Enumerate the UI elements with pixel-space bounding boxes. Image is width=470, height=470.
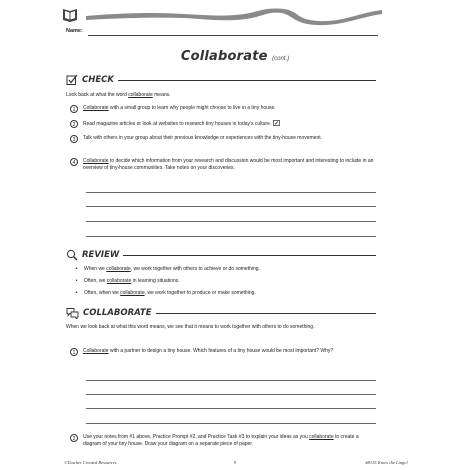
answer-line[interactable] [86, 394, 376, 395]
footer-copyright: ©Teacher Created Resources [64, 460, 117, 465]
check-heading-rule [118, 80, 376, 81]
brush-stroke-decoration [84, 4, 384, 30]
keyboard-icon [273, 120, 280, 126]
number-circle: 1 [70, 105, 78, 113]
collaborate-intro: When we look back at what this word means, we see that it means to work together with others to do something. [66, 324, 315, 330]
answer-line[interactable] [86, 380, 376, 381]
collaborate-heading [66, 307, 376, 319]
number-circle: 1 [70, 348, 78, 356]
notes-line[interactable] [86, 236, 376, 237]
footer-page-number: 9 [233, 460, 237, 465]
number-circle: 4 [70, 158, 78, 166]
check-intro: Look back at what the word collaborate means. [66, 92, 171, 98]
collaborate-item-2: 2 Use your notes from #1 above, Practice Prompt #2, and Practice Task #3 to explain your ideas as you collaborate to create a diagram of your tiny house. Draw your diagram on a separate piece of paper. [70, 434, 375, 449]
answer-line[interactable] [86, 423, 376, 424]
check-item-1: 1 Collaborate with a small group to learn why people might choose to live in a tiny house. [70, 105, 375, 113]
notes-line[interactable] [86, 221, 376, 222]
number-circle: 3 [70, 135, 78, 143]
collaborate-item-1: 1 Collaborate with a partner to design a tiny house. Which features of a tiny house would be most important? Why? [70, 348, 375, 356]
review-bullet-3: • Often, when we collaborate, we work together to produce or make something. [75, 290, 256, 296]
check-item-4: 4 Collaborate to decide which information from your research and discussion would be most important and interesting to include in an overview of tiny-house communities. Take notes on your discoveries. [70, 158, 375, 173]
page-title [0, 47, 470, 65]
collaborate-heading-rule [156, 313, 377, 314]
review-bullet-2: • Often, we collaborate in learning situations. [75, 278, 180, 284]
answer-line[interactable] [86, 408, 376, 409]
check-item-2: 2 Read magazine articles or look at websites to research tiny houses in today's culture. [70, 120, 375, 128]
review-heading-rule [123, 255, 376, 256]
open-book-logo-icon [62, 7, 78, 22]
speech-bubbles-icon [66, 307, 79, 319]
checkbox-check-icon [66, 74, 78, 86]
title-sub: (cont.) [272, 56, 290, 62]
number-circle: 2 [70, 120, 78, 128]
check-item-3: 3 Talk with others in your group about their previous knowledge or experiences with the tiny-house movement. [70, 135, 375, 143]
review-bullet-1: • When we collaborate, we work together with others to achieve or do something. [75, 266, 260, 272]
check-heading [66, 74, 376, 86]
title-main: Collaborate [180, 49, 268, 64]
check-heading-label: CHECK [82, 75, 114, 85]
name-label: Name: [66, 28, 83, 34]
review-heading [66, 249, 376, 261]
collaborate-heading-label: COLLABORATE [83, 308, 152, 318]
magnifier-icon [66, 249, 78, 261]
number-circle: 2 [70, 434, 78, 442]
footer-book-title: #8135 Know the Lingo! [365, 460, 408, 465]
name-write-line[interactable] [88, 35, 378, 36]
review-heading-label: REVIEW [82, 250, 120, 260]
notes-line[interactable] [86, 206, 376, 207]
notes-line[interactable] [86, 192, 376, 193]
